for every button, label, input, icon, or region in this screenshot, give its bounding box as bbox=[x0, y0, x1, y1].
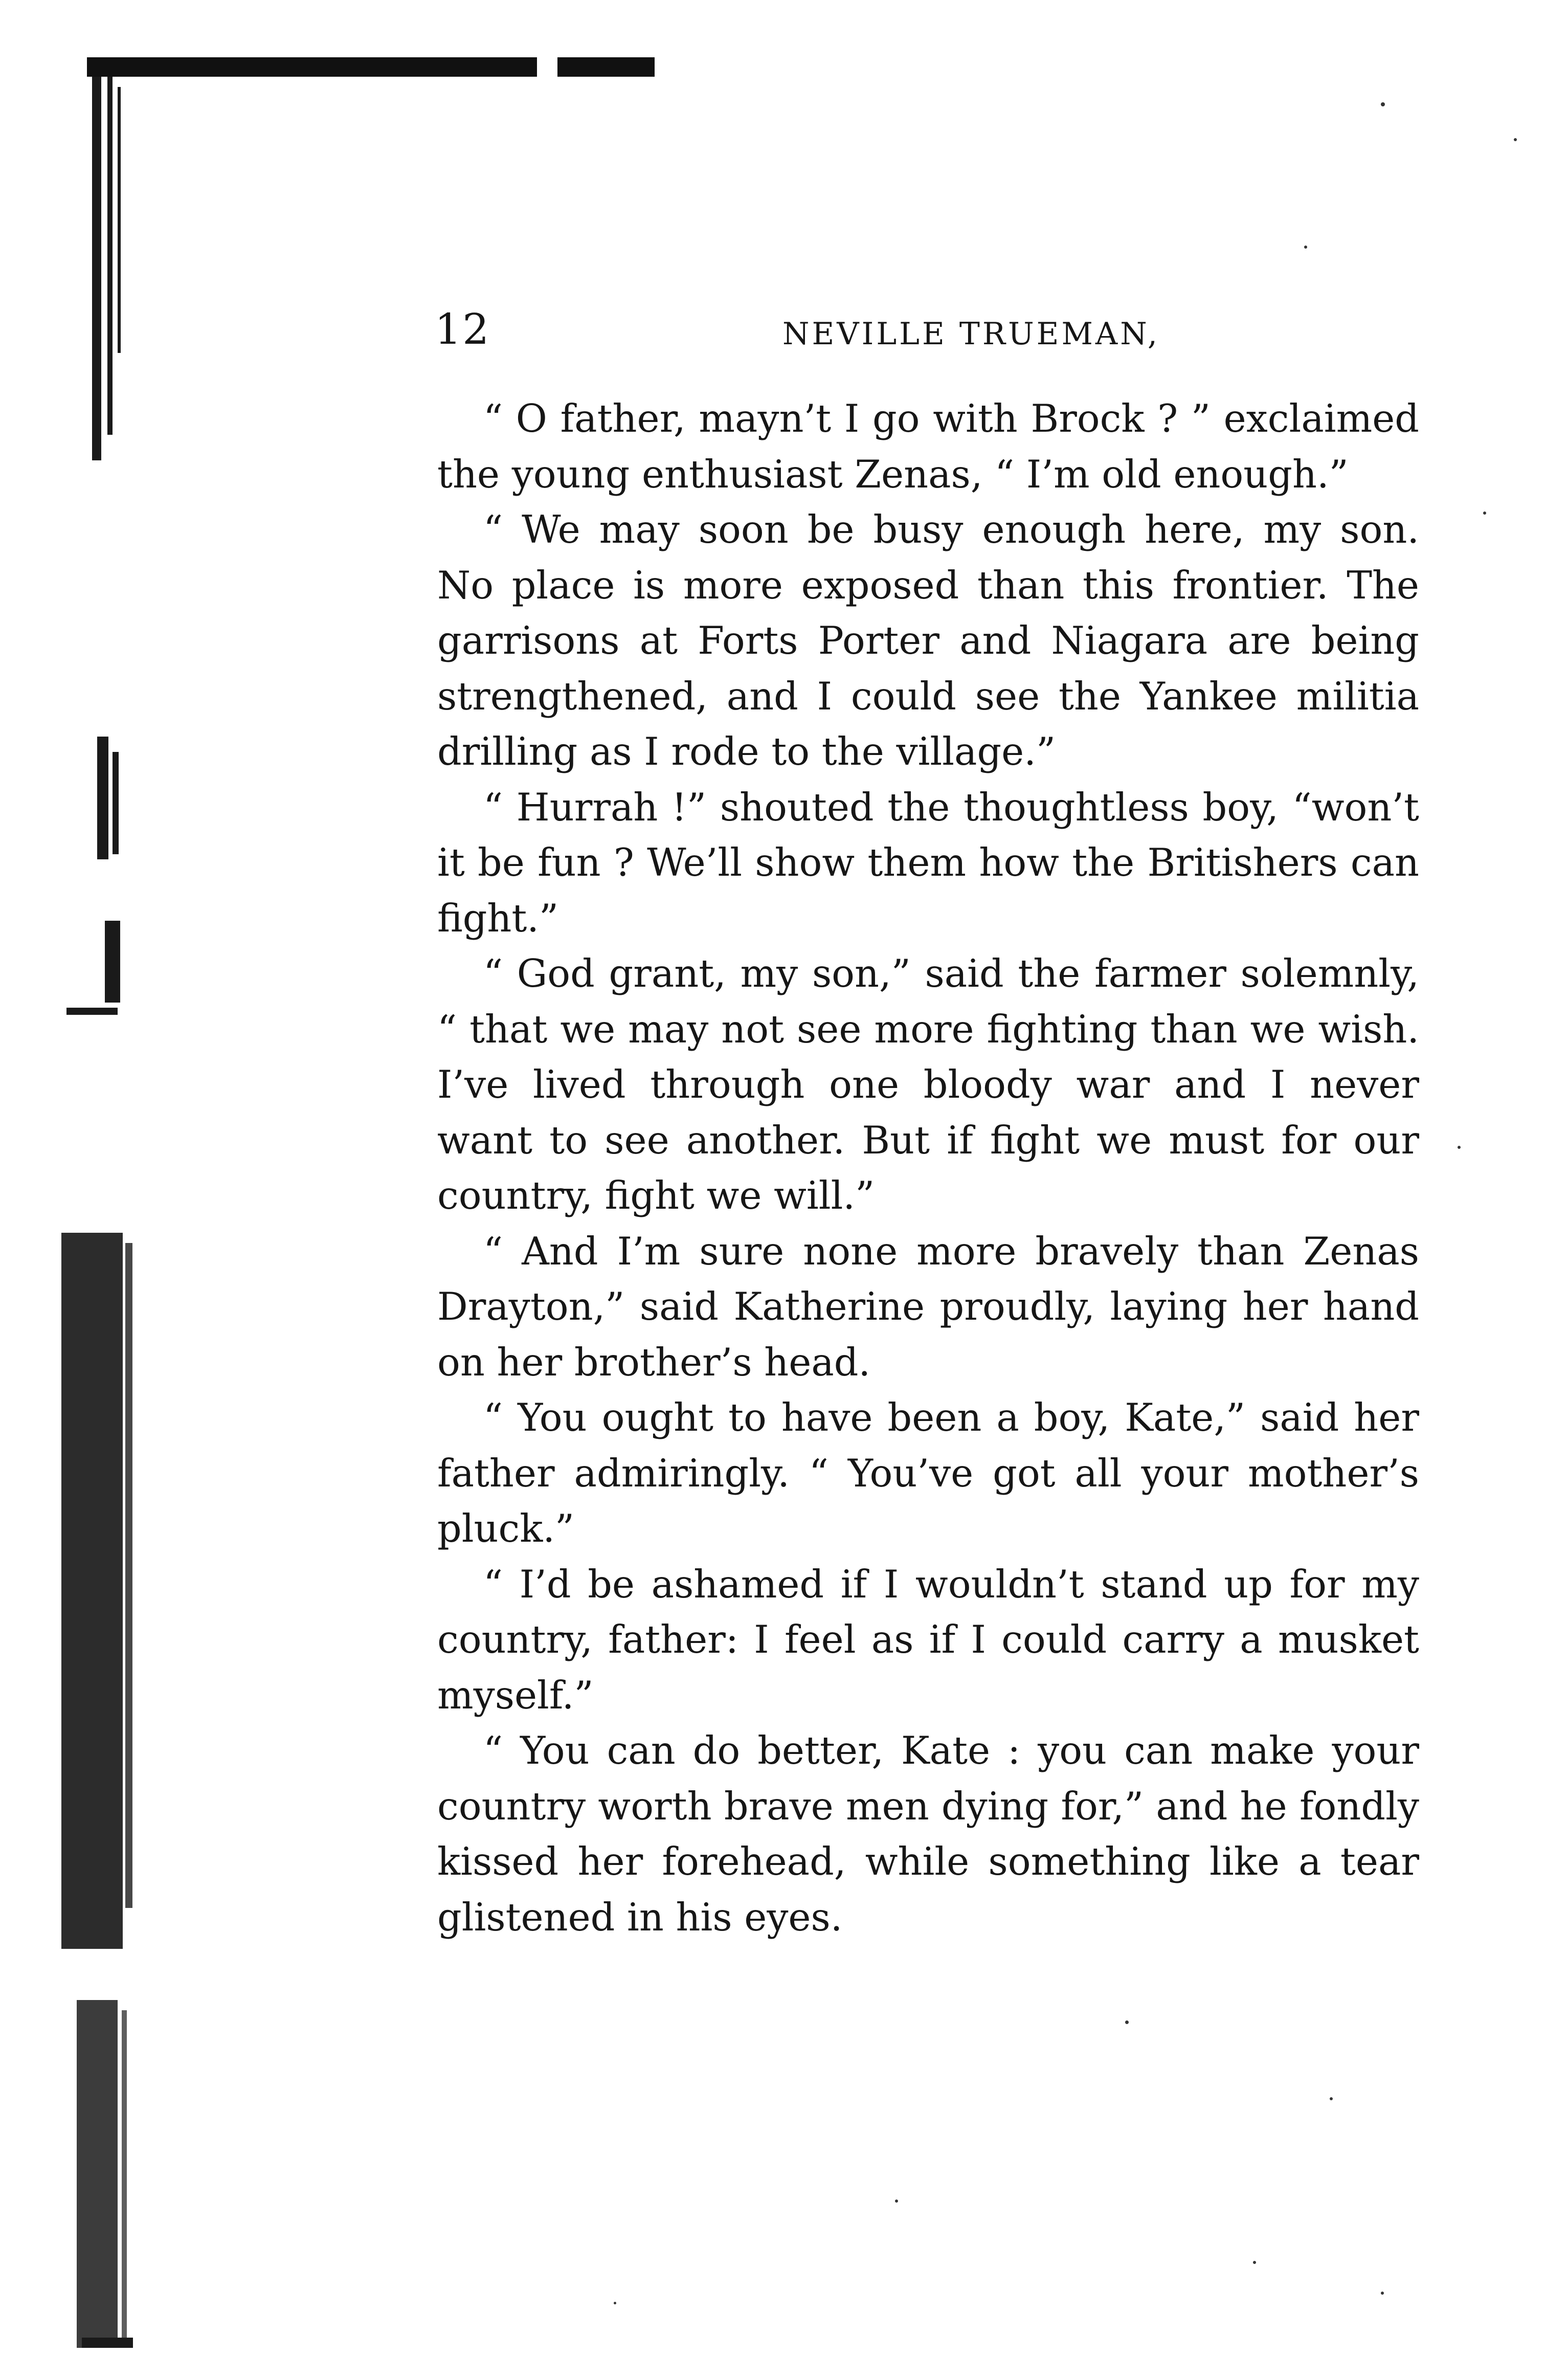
running-title: NEVILLE TRUEMAN, bbox=[782, 316, 1160, 352]
running-head bbox=[435, 302, 1458, 358]
paragraph: “ You can do better, Kate : you can make your country worth brave men dying for,” and he fondly kissed her forehead, while something like a tear glistened in his eyes. bbox=[437, 1728, 1419, 1940]
page-number: 12 bbox=[435, 305, 490, 354]
body-text bbox=[437, 391, 1419, 1945]
paragraph: “ You ought to have been a boy, Kate,” said her father admiringly. “ You’ve got all your mother’s pluck.” bbox=[437, 1395, 1419, 1551]
paragraph: “ I’d be ashamed if I wouldn’t stand up for my country, father: I feel as if I could carry a musket myself.” bbox=[437, 1562, 1419, 1718]
paragraph: “ And I’m sure none more bravely than Zenas Drayton,” said Katherine proudly, laying her hand on her brother’s head. bbox=[437, 1229, 1419, 1385]
paragraph: “ God grant, my son,” said the farmer solemnly, “ that we may not see more fighting than we wish. I’ve lived through one bloody war and I never want to see another. But if fight we must for our country, fight we will.” bbox=[437, 951, 1419, 1218]
paragraph: “ We may soon be busy enough here, my son. No place is more exposed than this frontier. The garrisons at Forts Porter and Niagara are being strengthened, and I could see the Yankee militia drilling as I rode to the village.” bbox=[437, 507, 1419, 774]
paragraph: “ O father, mayn’t I go with Brock ? ” exclaimed the young enthusiast Zenas, “ I’m old enough.” bbox=[437, 396, 1419, 497]
scan-binding-edge bbox=[61, 56, 194, 2348]
paragraph: “ Hurrah !” shouted the thoughtless boy, “won’t it be fun ? We’ll show them how the Britishers can fight.” bbox=[437, 785, 1419, 941]
scan-top-rule bbox=[87, 57, 655, 77]
